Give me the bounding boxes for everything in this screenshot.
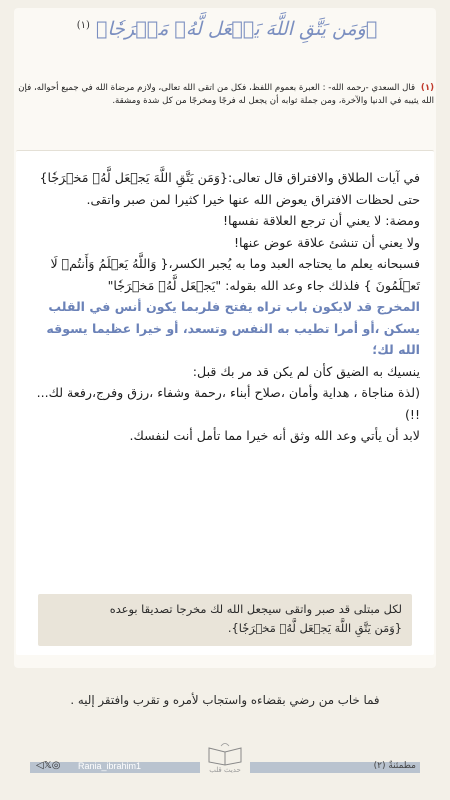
- main-card: [16, 150, 434, 655]
- logo: [203, 740, 247, 784]
- footnote-marker: (١): [76, 19, 90, 31]
- quote-box: [38, 594, 412, 646]
- footnote: [16, 82, 434, 142]
- closing-text: فما خاب من رضي بقضاءه واستجاب لأمره و تقرب وافتقر إليه .: [70, 693, 380, 707]
- author-handle[interactable]: Rania_ibrahim1: [78, 761, 142, 771]
- paragraph-7: (لذة مناجاة ، هداية وأمان ،صلاح أبناء ،رحمة وشفاء ،رزق وفرج،رفعة لك... !!): [36, 385, 420, 422]
- book-icon: [205, 740, 245, 766]
- footer: [0, 762, 450, 774]
- main-text: [34, 167, 420, 447]
- footnote-text: قال السعدي -رحمه الله- : العبرة بعموم اللفظ، فكل من اتقى الله تعالى، ولازم مرضاة الله في جميع أحواله، فإن الله يثيبه في الدنيا والآخرة، ومن جملة ثوابه أن يجعل له فرجًا ومخرجًا من كل شدة ومشقة.: [18, 83, 434, 106]
- paragraph-1: في آيات الطلاق والافتراق قال تعالى:{وَمَن يَتَّقِ اللَّهَ يَجۡعَل لَّهُۥ مَخۡرَجٗا} حتى لحظات الافتراق يعوض الله عنها خيرا كثيرا لمن صبر واتقى.: [39, 170, 420, 207]
- highlight-paragraph: المخرج قد لايكون باب تراه يفتح فلربما يكون أنس في القلب يسكن ،أو أمرا تطيب به النفس وتسعد، أو خيرا عظيما يسوقه الله لك؛: [46, 299, 420, 357]
- paragraph-3: ولا يعني أن تنشئ علاقة عوض عنها!: [234, 234, 420, 250]
- verse-text: ﴿وَمَن يَتَّقِ اللَّهَ يَجۡعَل لَّهُۥ مَخۡرَجٗا﴾: [95, 18, 378, 40]
- footer-bar-right: [250, 762, 420, 773]
- footer-bar-left: [30, 762, 200, 773]
- page-number: مطمئنةٌ (٢): [373, 761, 416, 771]
- logo-text: حديث قلب: [209, 766, 241, 774]
- verse-title: [73, 18, 378, 40]
- footnote-number: (١): [420, 83, 434, 93]
- paragraph-8: لابد أن يأتي وعد الله وثق أنه خيرا مما تأمل أنت لنفسك.: [129, 428, 420, 443]
- quote-line-1: لكل مبتلى قد صبر واتقى سيجعل الله لك مخرجا تصديقا بوعده: [109, 602, 402, 616]
- social-icons[interactable]: ◁𝕏◎: [36, 760, 61, 771]
- paragraph-2: ومضة: لا يعني أن ترجع العلاقة نفسها!: [222, 213, 420, 228]
- verse-header: [0, 18, 450, 64]
- paragraph-4: فسبحانه يعلم ما يحتاجه العبد وما به يُجبر الكسر،{ وَاللَّهُ يَعۡلَمُ وَأَنتُمۡ لَا تَعۡلَمُونَ } فلذلك جاء وعد الله بقوله: "يَجۡعَل لَّهُۥ مَخۡرَجٗا": [50, 256, 420, 293]
- paragraph-6: ينسيك به الضيق كأن لم يكن قد مر بك قبل:: [192, 363, 420, 379]
- quote-line-2: {وَمَن يَتَّقِ اللَّهَ يَجۡعَل لَّهُۥ مَخۡرَجٗا}.: [227, 621, 402, 635]
